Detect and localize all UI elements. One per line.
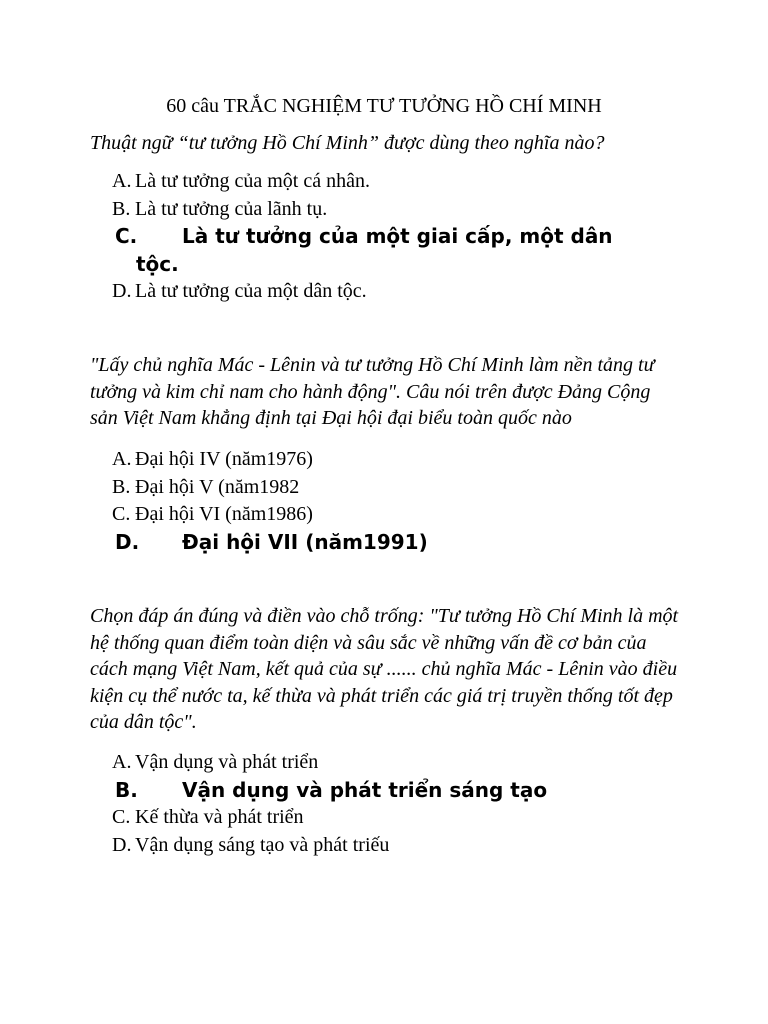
option-text: Đại hội IV (năm1976) xyxy=(135,448,313,470)
option-text: Đại hội VI (năm1986) xyxy=(135,503,313,525)
option-text-continued: tộc. xyxy=(136,251,179,276)
option-text: Là tư tưởng của một cá nhân. xyxy=(135,170,370,192)
option-text: Là tư tưởng của một giai cấp, một dân xyxy=(182,224,613,248)
option-2a xyxy=(112,446,672,474)
question-1-options xyxy=(112,168,672,306)
option-letter: D. xyxy=(115,529,140,554)
option-letter: A. xyxy=(112,170,132,192)
option-letter: C. xyxy=(112,806,131,828)
option-letter: B. xyxy=(112,475,131,498)
option-2c xyxy=(112,501,672,529)
option-3c xyxy=(112,804,672,832)
option-1a xyxy=(112,168,672,196)
option-2b xyxy=(112,474,672,502)
option-3d xyxy=(112,832,672,860)
document-title: 60 câu TRẮC NGHIỆM TƯ TƯỞNG HỒ CHÍ MINH xyxy=(166,95,602,117)
option-letter: C. xyxy=(112,503,131,525)
question-2-text: "Lấy chủ nghĩa Mác - Lênin và tư tưởng Hồ Chí Minh làm nền tảng tư tưởng và kim chỉ nam cho hành động". Câu nói trên được Đảng Cộng sản Việt Nam khẳng định tại Đại hội đại biểu toàn quốc nào xyxy=(90,354,655,429)
option-letter: B. xyxy=(115,777,138,802)
question-3-text: Chọn đáp án đúng và điền vào chỗ trống: "Tư tưởng Hồ Chí Minh là một hệ thống quan điểm toàn diện và sâu sắc về những vấn đề cơ bản của cách mạng Việt Nam, kết quả của sự ...... chủ nghĩa Mác - Lênin vào điều kiện cụ thể nước ta, kế thừa và phát triển các giá trị truyền thống tốt đẹp của dân tộc". xyxy=(90,605,679,733)
option-letter: D. xyxy=(112,833,132,856)
option-1b xyxy=(112,196,672,224)
question-1-text: Thuật ngữ “tư tưởng Hồ Chí Minh” được dùng theo nghĩa nào? xyxy=(90,132,605,154)
option-2d-correct xyxy=(115,529,672,557)
option-1c-correct xyxy=(115,223,672,278)
option-letter: D. xyxy=(112,280,132,302)
option-text: Là tư tưởng của lãnh tụ. xyxy=(135,197,328,220)
option-3b-correct xyxy=(115,777,672,805)
option-letter: A. xyxy=(112,448,132,470)
option-text: Vận dụng và phát triển sáng tạo xyxy=(182,777,548,802)
option-letter: C. xyxy=(115,224,138,248)
question-3-options xyxy=(112,749,672,859)
option-letter: B. xyxy=(112,197,131,220)
option-text: Đại hội V (năm1982 xyxy=(135,475,300,498)
question-2-options xyxy=(112,446,672,556)
option-text: Kế thừa và phát triển xyxy=(135,806,304,828)
option-text: Đại hội VII (năm1991) xyxy=(182,529,428,554)
option-letter: A. xyxy=(112,751,132,773)
option-1d xyxy=(112,278,672,306)
option-text: Vận dụng và phát triển xyxy=(135,751,319,773)
option-3a xyxy=(112,749,672,777)
option-text: Vận dụng sáng tạo và phát triếu xyxy=(135,833,390,856)
option-text: Là tư tưởng của một dân tộc. xyxy=(135,280,367,302)
